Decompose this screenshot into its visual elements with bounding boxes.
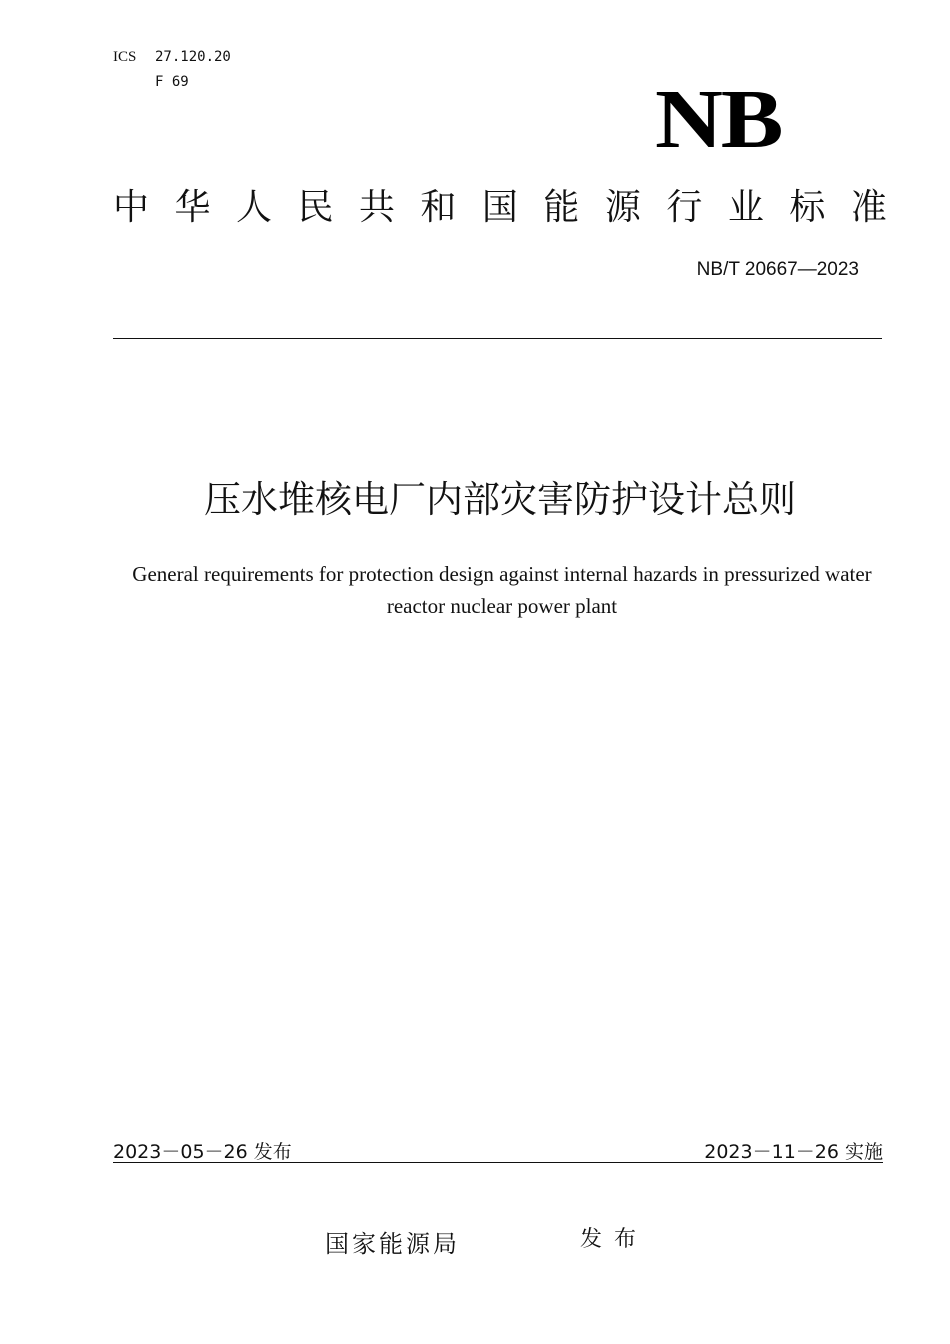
ccs-code: F 69 (155, 74, 189, 90)
standard-class-title (113, 184, 887, 232)
standard-class-char: 国 (481, 187, 518, 228)
nb-logo: NB (655, 73, 782, 166)
footer-divider (113, 1162, 883, 1163)
standard-class-char: 民 (297, 187, 334, 228)
ics-code: 27.120.20 (155, 49, 231, 65)
standard-class-char: 和 (420, 187, 457, 228)
standard-class-char: 准 (850, 187, 887, 228)
implementation-date: 2023－11－26 实施 (704, 1141, 883, 1163)
issue-date: 2023－05－26 发布 (113, 1141, 292, 1163)
standard-class-char: 业 (727, 187, 764, 228)
standard-class-char: 标 (789, 187, 826, 228)
standard-class-char: 人 (235, 187, 272, 228)
document-title-english: General requirements for protection design against internal hazards in pressurized water reactor nuclear power plant (132, 562, 872, 618)
standard-class-char: 行 (666, 187, 703, 228)
issued-label: 发布 (580, 1227, 649, 1252)
ics-label: ICS (113, 49, 137, 65)
header-divider (113, 338, 882, 339)
standard-class-char: 源 (604, 187, 641, 228)
document-title-chinese: 压水堆核电厂内部灾害防护设计总则 (204, 478, 796, 521)
standard-number: NB/T 20667—2023 (696, 259, 859, 280)
standard-class-char: 共 (358, 187, 395, 228)
standard-class-char: 中 (113, 187, 150, 228)
issuing-authority: 国家能源局 (325, 1230, 460, 1258)
standard-class-char: 华 (174, 187, 211, 228)
standard-class-char: 能 (543, 187, 580, 228)
